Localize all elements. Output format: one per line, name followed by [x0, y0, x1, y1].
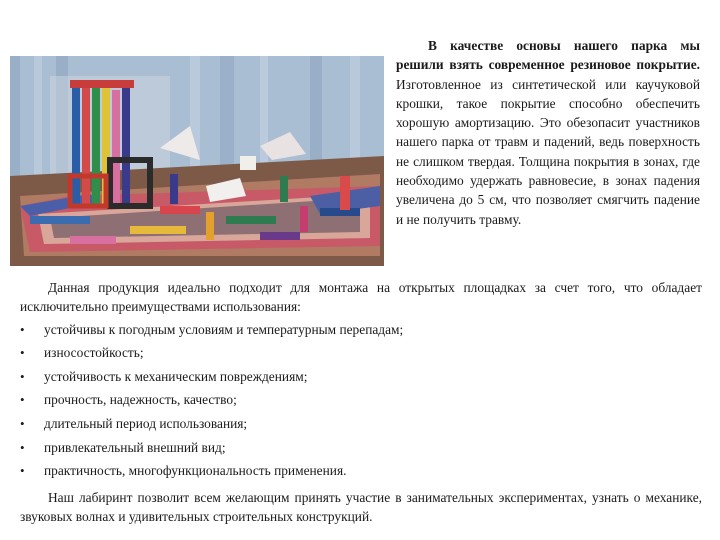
list-item [20, 438, 702, 462]
list-item-text: прочность, надежность, качество; [44, 392, 237, 408]
list-item [20, 320, 702, 344]
list-item-text: практичность, многофункциональность применения. [44, 463, 347, 479]
intro-text: Изготовленное из синтетической или каучуковой крошки, такое покрытие способно обеспечить хорошую амортизацию. Это обезопасит участников нашего парка от травм и падений, ведь поверхность не слишком твердая. Толщина покрытия в зонах, где необходимо удержать равновесие, в зонах падения увеличена до 5 см, что позволяет смягчить падение и не получить травму. [396, 76, 700, 227]
bullet-icon: • [20, 463, 25, 479]
list-item-text: устойчивость к механическим повреждениям; [44, 368, 308, 384]
list-item-text: привлекательный внешний вид; [44, 439, 226, 455]
intro-paragraph [396, 36, 700, 229]
bullet-icon: • [20, 392, 25, 408]
list-item-text: устойчивы к погодным условиям и температурным перепадам; [44, 321, 404, 337]
list-item [20, 461, 702, 485]
park-model-illustration [10, 56, 384, 266]
park-model-photo [10, 56, 384, 266]
intro-bold-text: В качестве основы нашего парка мы решили взять современное резиновое покрытие. [396, 38, 700, 73]
bullet-icon: • [20, 439, 25, 455]
benefits-intro-paragraph: Данная продукция идеально подходит для монтажа на открытых площадках за счет того, что обладает исключительно преимуществами использования: [20, 280, 702, 315]
list-item-text: износостойкость; [44, 345, 144, 361]
bullet-icon: • [20, 345, 25, 361]
bullet-icon: • [20, 321, 25, 337]
list-item [20, 414, 702, 438]
bullet-icon: • [20, 415, 25, 431]
labyrinth-paragraph: Наш лабиринт позволит всем желающим принять участие в занимательных экспериментах, узнать о механике, звуковых волнах и удивительных строительных конструкций. [20, 489, 702, 525]
bullet-icon: • [20, 368, 25, 384]
list-item [20, 343, 702, 367]
list-item [20, 390, 702, 414]
list-item [20, 367, 702, 391]
benefits-list [20, 320, 702, 485]
list-item-text: длительный период использования; [44, 415, 248, 431]
main-text-block [20, 278, 702, 526]
